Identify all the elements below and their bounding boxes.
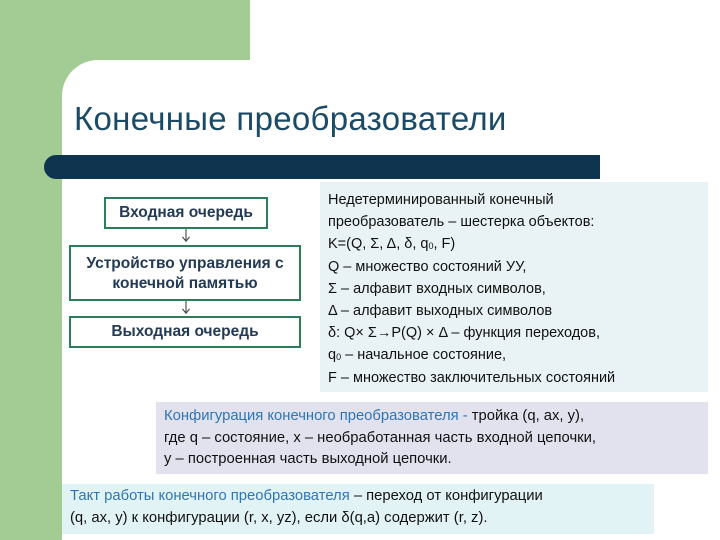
takt-panel — [62, 484, 654, 534]
definition-line: F – множество заключительных состояний — [328, 370, 616, 387]
definition-initial-state: $q_0$ – начальное состояние, — [328, 346, 507, 363]
configuration-line: Конфигурация конечного преобразователя - тройка (q, ax, y), — [164, 408, 585, 424]
definition-line: Σ – алфавит входных символов, — [328, 281, 546, 298]
arrow-down-icon — [180, 229, 192, 243]
output-queue-box — [69, 316, 301, 348]
output-queue-label: Выходная очередь — [111, 323, 259, 340]
definition-tuple: K=(Q, Σ, Δ, δ, $q_0$, F) — [328, 235, 456, 252]
configuration-panel — [156, 402, 708, 474]
definition-line: Δ – алфавит выходных символов — [328, 302, 553, 319]
configuration-term: Конфигурация конечного преобразователя - — [164, 408, 468, 424]
definition-panel — [320, 182, 708, 392]
takt-line: (q, ax, y) к конфигурации (r, x, yz), если δ(q,a) содержит (r, z). — [70, 509, 488, 526]
definition-line: Недетерминированный конечный — [328, 192, 554, 208]
slide-title: Конечные преобразователи — [74, 100, 507, 137]
takt-term: Такт работы конечного преобразователя — [70, 488, 350, 504]
control-unit-label-line2: конечной памятью — [112, 275, 258, 292]
title-underline-bar — [56, 155, 600, 179]
configuration-line: где q – состояние, x – необработанная часть входной цепочки, — [164, 429, 597, 446]
takt-line: Такт работы конечного преобразователя – переход от конфигурации — [70, 488, 543, 504]
definition-line: δ: Q× Σ→P(Q) × Δ – функция переходов, — [328, 324, 600, 341]
control-unit-label-line1: Устройство управления с — [86, 255, 284, 272]
arrow-down-icon — [180, 301, 192, 315]
control-unit-box — [69, 245, 301, 301]
configuration-line: y – построенная часть выходной цепочки. — [164, 451, 452, 467]
input-queue-box — [104, 197, 268, 229]
definition-line: Q – множество состояний УУ, — [328, 259, 527, 276]
input-queue-label: Входная очередь — [119, 204, 253, 221]
definition-line: преобразователь – шестерка объектов: — [328, 213, 595, 230]
